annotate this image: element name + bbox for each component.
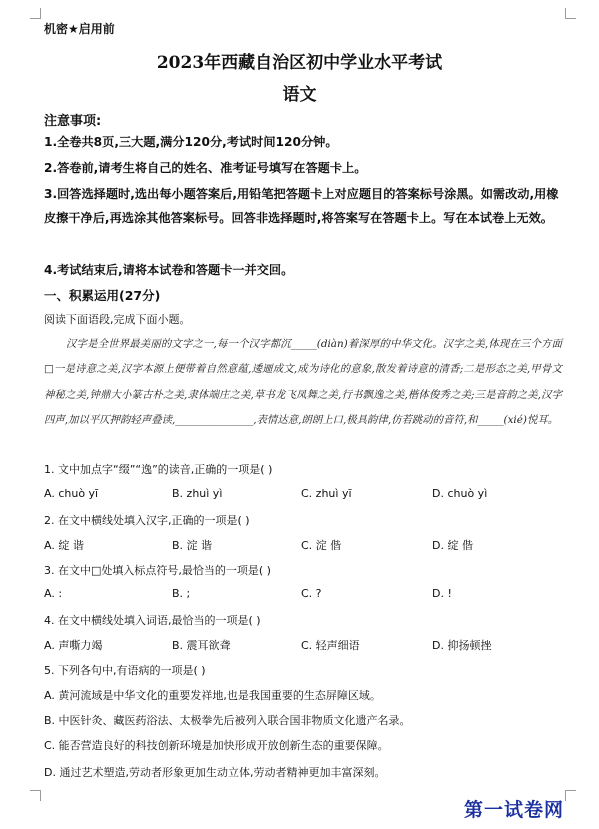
option-a: A. : — [44, 587, 63, 600]
exam-title: 2023年西藏自治区初中学业水平考试 — [156, 53, 443, 73]
question-3-stem: 3. 在文中□处填入标点符号,最恰当的一项是( ) — [44, 564, 271, 577]
crop-mark-bottom-left — [30, 790, 41, 801]
question-4-options — [44, 637, 554, 653]
secret-label: 机密★启用前 — [44, 22, 115, 36]
question-5-option-a: A. 黄河流域是中华文化的重要发祥地,也是我国重要的生态屏障区域。 — [44, 689, 381, 702]
option-d: D. 抑扬顿挫 — [432, 639, 492, 652]
section-heading: 一、积累运用(27分) — [44, 288, 161, 303]
crop-mark-top-right — [565, 8, 576, 19]
notice-item-4: 4.考试结束后,请将本试卷和答题卡一并交回。 — [44, 263, 294, 277]
question-5-stem: 5. 下列各句中,有语病的一项是( ) — [44, 664, 206, 677]
option-a: A. chuò yī — [44, 487, 99, 500]
option-c: C. 轻声细语 — [301, 639, 360, 652]
notice-heading: 注意事项: — [44, 114, 102, 129]
option-d: D. ! — [432, 587, 452, 600]
question-5-option-c: C. 能否营造良好的科技创新环境是加快形成开放创新生态的重要保障。 — [44, 739, 389, 752]
option-c: C. 淀 偕 — [301, 539, 342, 552]
notice-item-2: 2.答卷前,请考生将自己的姓名、准考证号填写在答题卡上。 — [44, 161, 367, 175]
subject-title: 语文 — [282, 85, 317, 105]
option-b: B. 淀 谐 — [172, 539, 213, 552]
option-d: D. 绽 偕 — [432, 539, 473, 552]
site-watermark: 第一试卷网 — [464, 799, 565, 821]
option-c: C. zhuì yī — [301, 487, 352, 500]
question-2-stem: 2. 在文中横线处填入汉字,正确的一项是( ) — [44, 514, 250, 527]
option-d: D. chuò yì — [432, 487, 488, 500]
question-5-option-b: B. 中医针灸、藏医药浴法、太极拳先后被列入联合国非物质文化遗产名录。 — [44, 714, 411, 727]
option-c: C. ? — [301, 587, 322, 600]
question-5-option-d: D. 通过艺术塑造,劳动者形象更加生动立体,劳动者精神更加丰富深刻。 — [44, 766, 386, 779]
notice-item-1: 1.全卷共8页,三大题,满分120分,考试时间120分钟。 — [44, 135, 338, 149]
option-a: A. 声嘶力竭 — [44, 639, 103, 652]
option-b: B. zhuì yì — [172, 487, 223, 500]
crop-mark-top-left — [30, 8, 41, 19]
option-a: A. 绽 谐 — [44, 539, 84, 552]
question-2-options — [44, 537, 554, 553]
option-b: B. ; — [172, 587, 191, 600]
question-1-options — [44, 487, 554, 503]
question-3-options — [44, 587, 554, 603]
section-instructions: 阅读下面语段,完成下面小题。 — [44, 313, 191, 326]
question-4-stem: 4. 在文中横线处填入词语,最恰当的一项是( ) — [44, 614, 261, 627]
question-1-stem: 1. 文中加点字“缀”“逸”的读音,正确的一项是( ) — [44, 463, 273, 476]
notice-item-3: 3.回答选择题时,选出每小题答案后,用铅笔把答题卡上对应题目的答案标号涂黑。如需改动,用橡皮擦干净后,再选涂其他答案标号。回答非选择题时,将答案写在答题卡上。写在本试卷上无效。 — [44, 187, 559, 225]
crop-mark-bottom-right — [565, 790, 576, 801]
option-b: B. 震耳欲聋 — [172, 639, 231, 652]
reading-passage: 汉字是全世界最美丽的文字之一,每一个汉字都沉_____(diàn)着深厚的中华文化。汉字之美,体现在三个方面□一是诗意之美,汉字本源上便带着自然意蕴,逶逦成文,成为诗化的意象,散发着诗意的清香;二是形态之美,甲骨文神秘之美,钟鼎大小篆古朴之美,隶体端庄之美,草书龙飞凤舞之美,行书飘逸之美,楷体俊秀之美;三是音韵之美,汉字四声,加以平仄押韵轻声叠读,_______________,表情达意,朗朗上口,极具韵律,仿若跳动的音符,和_____(xié)悦耳。 — [44, 338, 562, 427]
